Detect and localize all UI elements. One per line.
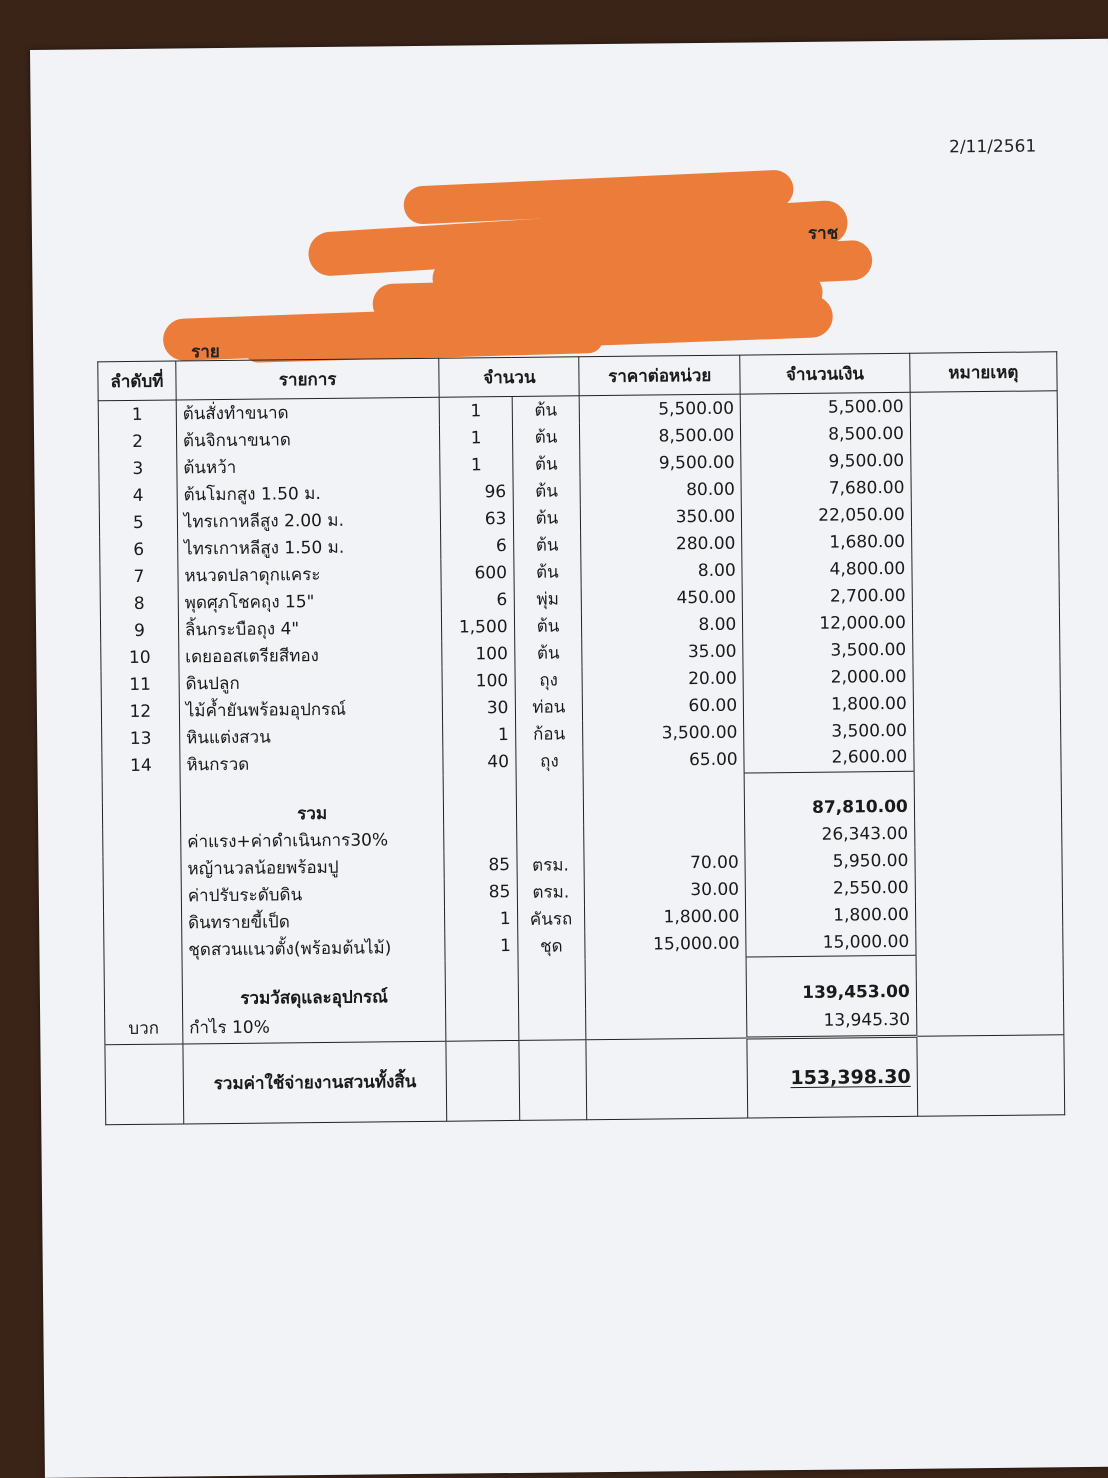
row-item: ต้นจิกนาขนาด [176,425,440,455]
row-no: 4 [99,481,177,509]
row-price: 8.00 [581,557,742,586]
row-qty: 40 [443,748,515,776]
row-qty: 1,500 [442,613,514,641]
row-remark [910,418,1057,447]
row-item: ลิ้นกระบือถุง 4" [178,614,442,644]
row-no: 3 [99,454,177,482]
row-price: 350.00 [581,503,742,532]
row-amount: 22,050.00 [741,501,911,530]
row-amount: 8,500.00 [741,420,911,449]
row-amount: 3,500.00 [743,636,913,665]
row-item: ต้นสั่งทำขนาด [176,397,440,427]
row-item: หินกรวด [180,749,444,779]
subtotal-label: รวม [180,798,444,828]
row-qty: 100 [442,667,514,695]
row-unit: ต้น [513,531,581,559]
row-no: 8 [100,589,178,617]
row-remark [911,526,1058,555]
header-item: รายการ [176,358,440,400]
extra-item: ค่าแรง+ค่าดำเนินการ30% [181,825,445,855]
row-amount: 4,800.00 [742,555,912,584]
row-amount: 12,000.00 [743,609,913,638]
row-unit: ต้น [513,477,581,505]
row-item: หนวดปลาดุกแคระ [178,560,442,590]
extra-price: 70.00 [584,849,745,878]
extra-price [584,822,745,851]
extra-item: ดินทรายขี้เป็ด [181,906,445,936]
extra-price: 1,800.00 [585,903,746,932]
extra-unit: คันรถ [517,905,585,933]
row-unit: ต้น [512,396,580,424]
row-no: 2 [98,427,176,455]
document-date: 2/11/2561 [948,136,1037,158]
extra-price: 15,000.00 [585,930,746,959]
extra-amount: 15,000.00 [746,928,916,957]
row-price: 8,500.00 [580,422,741,451]
row-amount: 2,000.00 [743,663,913,692]
row-item: ดินปลูก [179,668,443,698]
row-unit: ท่อน [515,693,583,721]
row-remark [913,634,1060,663]
row-price: 280.00 [581,530,742,559]
profit-prefix: บวก [105,1012,183,1044]
profit-label: กำไร 10% [182,1010,446,1044]
row-price: 80.00 [580,476,741,505]
row-unit: พุ่ม [514,585,582,613]
row-amount: 9,500.00 [741,447,911,476]
extra-amount: 2,550.00 [745,874,915,903]
extra-item: ชุดสวนแนวตั้ง(พร้อมต้นไม้) [182,933,446,963]
row-qty: 1 [440,451,512,479]
grand-total-row [105,1035,1065,1125]
row-item: พุดศุภโชคถุง 15" [178,587,442,617]
extra-amount: 1,800.00 [746,901,916,930]
row-unit: ต้น [514,612,582,640]
row-remark [911,445,1058,474]
extra-unit: ตรม. [517,878,585,906]
extra-item: ค่าปรับระดับดิน [181,879,445,909]
row-price: 65.00 [583,746,744,775]
subtotal-amount: 87,810.00 [745,793,915,822]
header-qty: จำนวน [439,357,579,397]
row-price: 20.00 [582,665,743,694]
row-no: 14 [102,751,180,779]
extra-amount: 5,950.00 [745,847,915,876]
header-fragment: ราช [807,223,839,244]
row-no: 7 [100,562,178,590]
row-unit: ต้น [514,639,582,667]
extra-qty: 85 [444,851,516,879]
row-qty: 1 [440,424,512,452]
row-qty: 1 [443,721,515,749]
row-item: ไม้ค้ำยันพร้อมอุปกรณ์ [179,695,443,725]
row-remark [911,472,1058,501]
row-unit: ถุง [515,747,583,775]
row-price: 9,500.00 [580,449,741,478]
extra-unit: ชุด [517,932,585,960]
row-amount: 1,680.00 [742,528,912,557]
extra-amount: 26,343.00 [745,820,915,849]
row-price: 60.00 [583,692,744,721]
row-price: 3,500.00 [583,719,744,748]
row-item: ไทรเกาหลีสูง 2.00 ม. [177,506,441,536]
row-qty: 1 [440,396,512,424]
row-remark [910,391,1057,420]
row-remark [911,499,1058,528]
row-no: 6 [100,535,178,563]
row-price: 450.00 [581,584,742,613]
extra-qty: 85 [445,878,517,906]
header-amount: จำนวนเงิน [740,353,910,394]
row-amount: 2,700.00 [742,582,912,611]
row-qty: 6 [442,586,514,614]
extra-price: 30.00 [585,876,746,905]
row-qty: 30 [443,694,515,722]
row-price: 35.00 [582,638,743,667]
row-remark [912,580,1059,609]
row-amount: 7,680.00 [741,474,911,503]
header-no: ลำดับที่ [98,361,176,401]
row-amount: 3,500.00 [744,717,914,746]
row-qty: 96 [440,478,512,506]
row-unit: ต้น [512,423,580,451]
row-price: 8.00 [582,611,743,640]
row-amount: 1,800.00 [743,690,913,719]
row-no: 10 [101,643,179,671]
row-unit: ต้น [513,558,581,586]
row-item: ไทรเกาหลีสูง 1.50 ม. [177,533,441,563]
row-amount: 5,500.00 [740,392,910,421]
row-unit: ต้น [513,504,581,532]
grand-total-label: รวมค่าใช้จ่ายงานสวนทั้งสิ้น [183,1041,447,1124]
extra-item: หญ้านวลน้อยพร้อมปู [181,852,445,882]
materials-total-amount: 139,453.00 [746,978,916,1007]
header-remark: หมายเหตุ [910,352,1058,393]
row-no: 11 [101,670,179,698]
row-remark [913,715,1060,744]
row-price: 5,500.00 [580,394,741,423]
row-unit: ถุง [515,666,583,694]
row-no: 12 [101,697,179,725]
row-no: 9 [100,616,178,644]
row-qty: 6 [441,532,513,560]
row-remark [912,607,1059,636]
row-item: หินแต่งสวน [179,722,443,752]
row-unit: ก้อน [515,720,583,748]
row-qty: 600 [441,559,513,587]
materials-total-label: รวมวัสดุและอุปกรณ์ [182,983,446,1013]
extra-unit [516,824,584,852]
row-item: เดยออสเตรียสีทอง [179,641,443,671]
row-no: 5 [99,508,177,536]
extra-qty: 1 [445,932,517,960]
cost-table [97,351,1065,1125]
row-no: 1 [98,400,176,428]
row-amount: 2,600.00 [744,744,914,773]
row-item: ต้นหว้า [177,452,441,482]
extra-qty: 1 [445,905,517,933]
row-item: ต้นโมกสูง 1.50 ม. [177,479,441,509]
row-remark [912,553,1059,582]
row-unit: ต้น [512,450,580,478]
document-page [30,39,1108,1478]
row-remark [913,688,1060,717]
grand-total-amount: 153,398.30 [790,1065,911,1090]
header-unit-price: ราคาต่อหน่วย [579,355,740,396]
row-remark [914,742,1061,771]
row-remark [913,661,1060,690]
extra-qty [444,824,516,852]
row-no: 13 [102,724,180,752]
header-fragment: ราย [191,342,220,363]
profit-amount: 13,945.30 [747,1005,917,1038]
row-qty: 63 [441,505,513,533]
row-qty: 100 [442,640,514,668]
extra-unit: ตรม. [516,851,584,879]
